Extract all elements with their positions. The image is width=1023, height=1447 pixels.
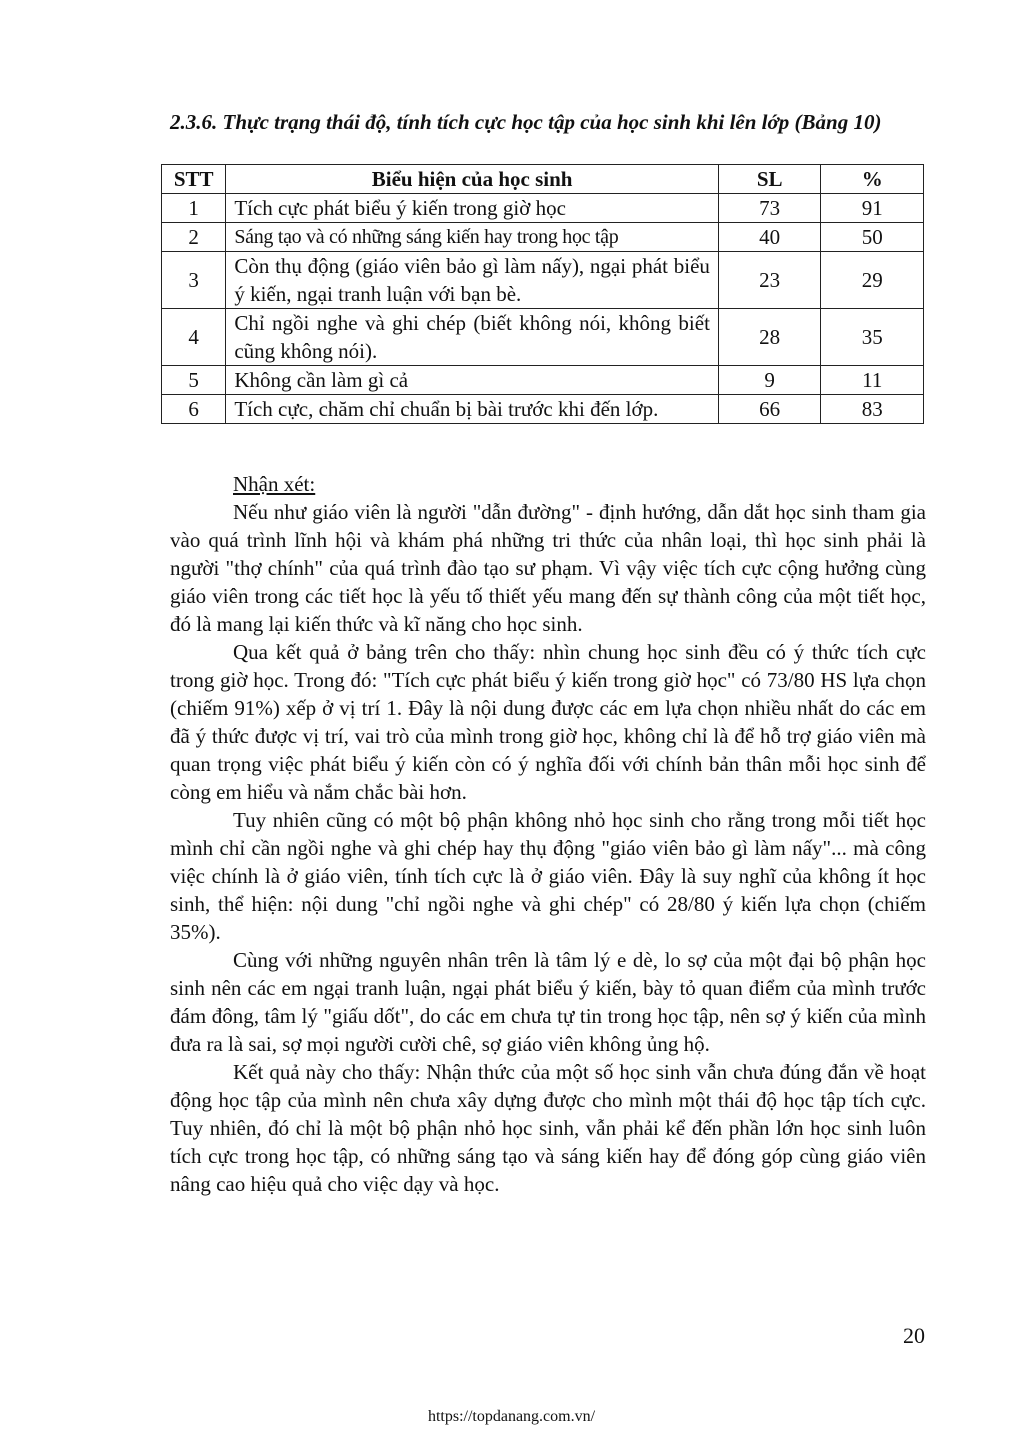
header-description: Biểu hiện của học sinh [226, 165, 719, 194]
table-row [162, 194, 924, 223]
cell-stt: 6 [162, 395, 226, 424]
comment-paragraph: Qua kết quả ở bảng trên cho thấy: nhìn chung học sinh đều có ý thức tích cực trong giờ học. Trong đó: "Tích cực phát biểu ý kiến trong giờ học" có 73/80 HS lựa chọn (chiếm 91%) xếp ở vị trí 1. Đây là nội dung được các em lựa chọn nhiều nhất do các em đã ý thức được vị trí, vai trò của mình trong giờ học, không chỉ là để hỗ trợ giáo viên mà quan trọng việc phát biểu ý kiến còn có ý nghĩa đối với chính bản thân mỗi học sinh để còng em hiểu và nắm chắc bài hơn. [170, 640, 926, 804]
table-row [162, 309, 924, 366]
cell-sl: 28 [718, 309, 821, 366]
cell-sl: 9 [718, 366, 821, 395]
student-attitude-table [161, 164, 924, 424]
comments-section [170, 470, 926, 1198]
section-heading: 2.3.6. Thực trạng thái độ, tính tích cực học tập của học sinh khi lên lớp (Bảng 10) [170, 110, 882, 134]
table-row [162, 223, 924, 252]
table-header-row [162, 165, 924, 194]
cell-percent: 35 [821, 309, 924, 366]
cell-sl: 66 [718, 395, 821, 424]
cell-description: Sáng tạo và có những sáng kiến hay trong học tập [226, 223, 719, 252]
cell-description: Không cần làm gì cả [226, 366, 719, 395]
cell-percent: 29 [821, 252, 924, 309]
table-row [162, 366, 924, 395]
cell-stt: 5 [162, 366, 226, 395]
cell-stt: 4 [162, 309, 226, 366]
cell-percent: 83 [821, 395, 924, 424]
comment-paragraph: Tuy nhiên cũng có một bộ phận không nhỏ học sinh cho rằng trong mỗi tiết học mình chỉ cần ngồi nghe và ghi chép hay thụ động "giáo viên bảo gì làm nấy"... mà công việc chính là ở giáo viên, tính tích cực là ở giáo viên. Đây là suy nghĩ của không ít học sinh, thể hiện: nội dung "chỉ ngồi nghe và ghi chép" có 28/80 ý kiến lựa chọn (chiếm 35%). [170, 808, 926, 944]
cell-description: Tích cực, chăm chỉ chuẩn bị bài trước khi đến lớp. [226, 395, 719, 424]
cell-stt: 2 [162, 223, 226, 252]
cell-stt: 1 [162, 194, 226, 223]
comment-paragraph: Cùng với những nguyên nhân trên là tâm lý e dè, lo sợ của một đại bộ phận học sinh nên các em ngại tranh luận, ngại phát biểu ý kiến, bày tỏ quan điểm của mình trước đám đông, tâm lý "giấu dốt", do các em chưa tự tin trong học tập, nên sợ ý kiến của mình đưa ra là sai, sợ mọi người cười chê, sợ giáo viên không ủng hộ. [170, 948, 926, 1056]
cell-description: Tích cực phát biểu ý kiến trong giờ học [226, 194, 719, 223]
header-sl: SL [718, 165, 821, 194]
comment-paragraph: Nếu như giáo viên là người "dẫn đường" - định hướng, dẫn dắt học sinh tham gia vào quá trình lĩnh hội và khám phá những tri thức của nhân loại, thì học sinh phải là người "thợ chính" của quá trình đào tạo sư phạm. Vì vậy việc tích cực cộng hưởng cùng giáo viên trong các tiết học là yếu tố thiết yếu mang đến sự thành công của một tiết học, đó là mang lại kiến thức và kĩ năng cho học sinh. [170, 500, 926, 636]
page-number: 20 [903, 1323, 925, 1348]
cell-sl: 73 [718, 194, 821, 223]
cell-sl: 40 [718, 223, 821, 252]
cell-percent: 11 [821, 366, 924, 395]
header-stt: STT [162, 165, 226, 194]
cell-percent: 50 [821, 223, 924, 252]
header-percent: % [821, 165, 924, 194]
cell-description: Còn thụ động (giáo viên bảo gì làm nấy), ngại phát biểu ý kiến, ngại tranh luận với bạn bè. [226, 252, 719, 309]
cell-percent: 91 [821, 194, 924, 223]
comments-label: Nhận xét: [233, 472, 316, 496]
cell-stt: 3 [162, 252, 226, 309]
table-row [162, 395, 924, 424]
footer-url[interactable]: https://topdanang.com.vn/ [427, 1408, 596, 1425]
cell-sl: 23 [718, 252, 821, 309]
comment-paragraph: Kết quả này cho thấy: Nhận thức của một số học sinh vẫn chưa đúng đắn về hoạt động học tập của mình nên chưa xây dựng được cho mình một thái độ học tập tích cực. Tuy nhiên, đó chỉ là một bộ phận nhỏ học sinh, vẫn phải kể đến phần lớn học sinh luôn tích cực trong học tập, có những sáng tạo và sáng kiến hay để đóng góp cùng giáo viên nâng cao hiệu quả cho việc dạy và học. [170, 1060, 926, 1196]
cell-description: Chỉ ngồi nghe và ghi chép (biết không nói, không biết cũng không nói). [226, 309, 719, 366]
table-row [162, 252, 924, 309]
